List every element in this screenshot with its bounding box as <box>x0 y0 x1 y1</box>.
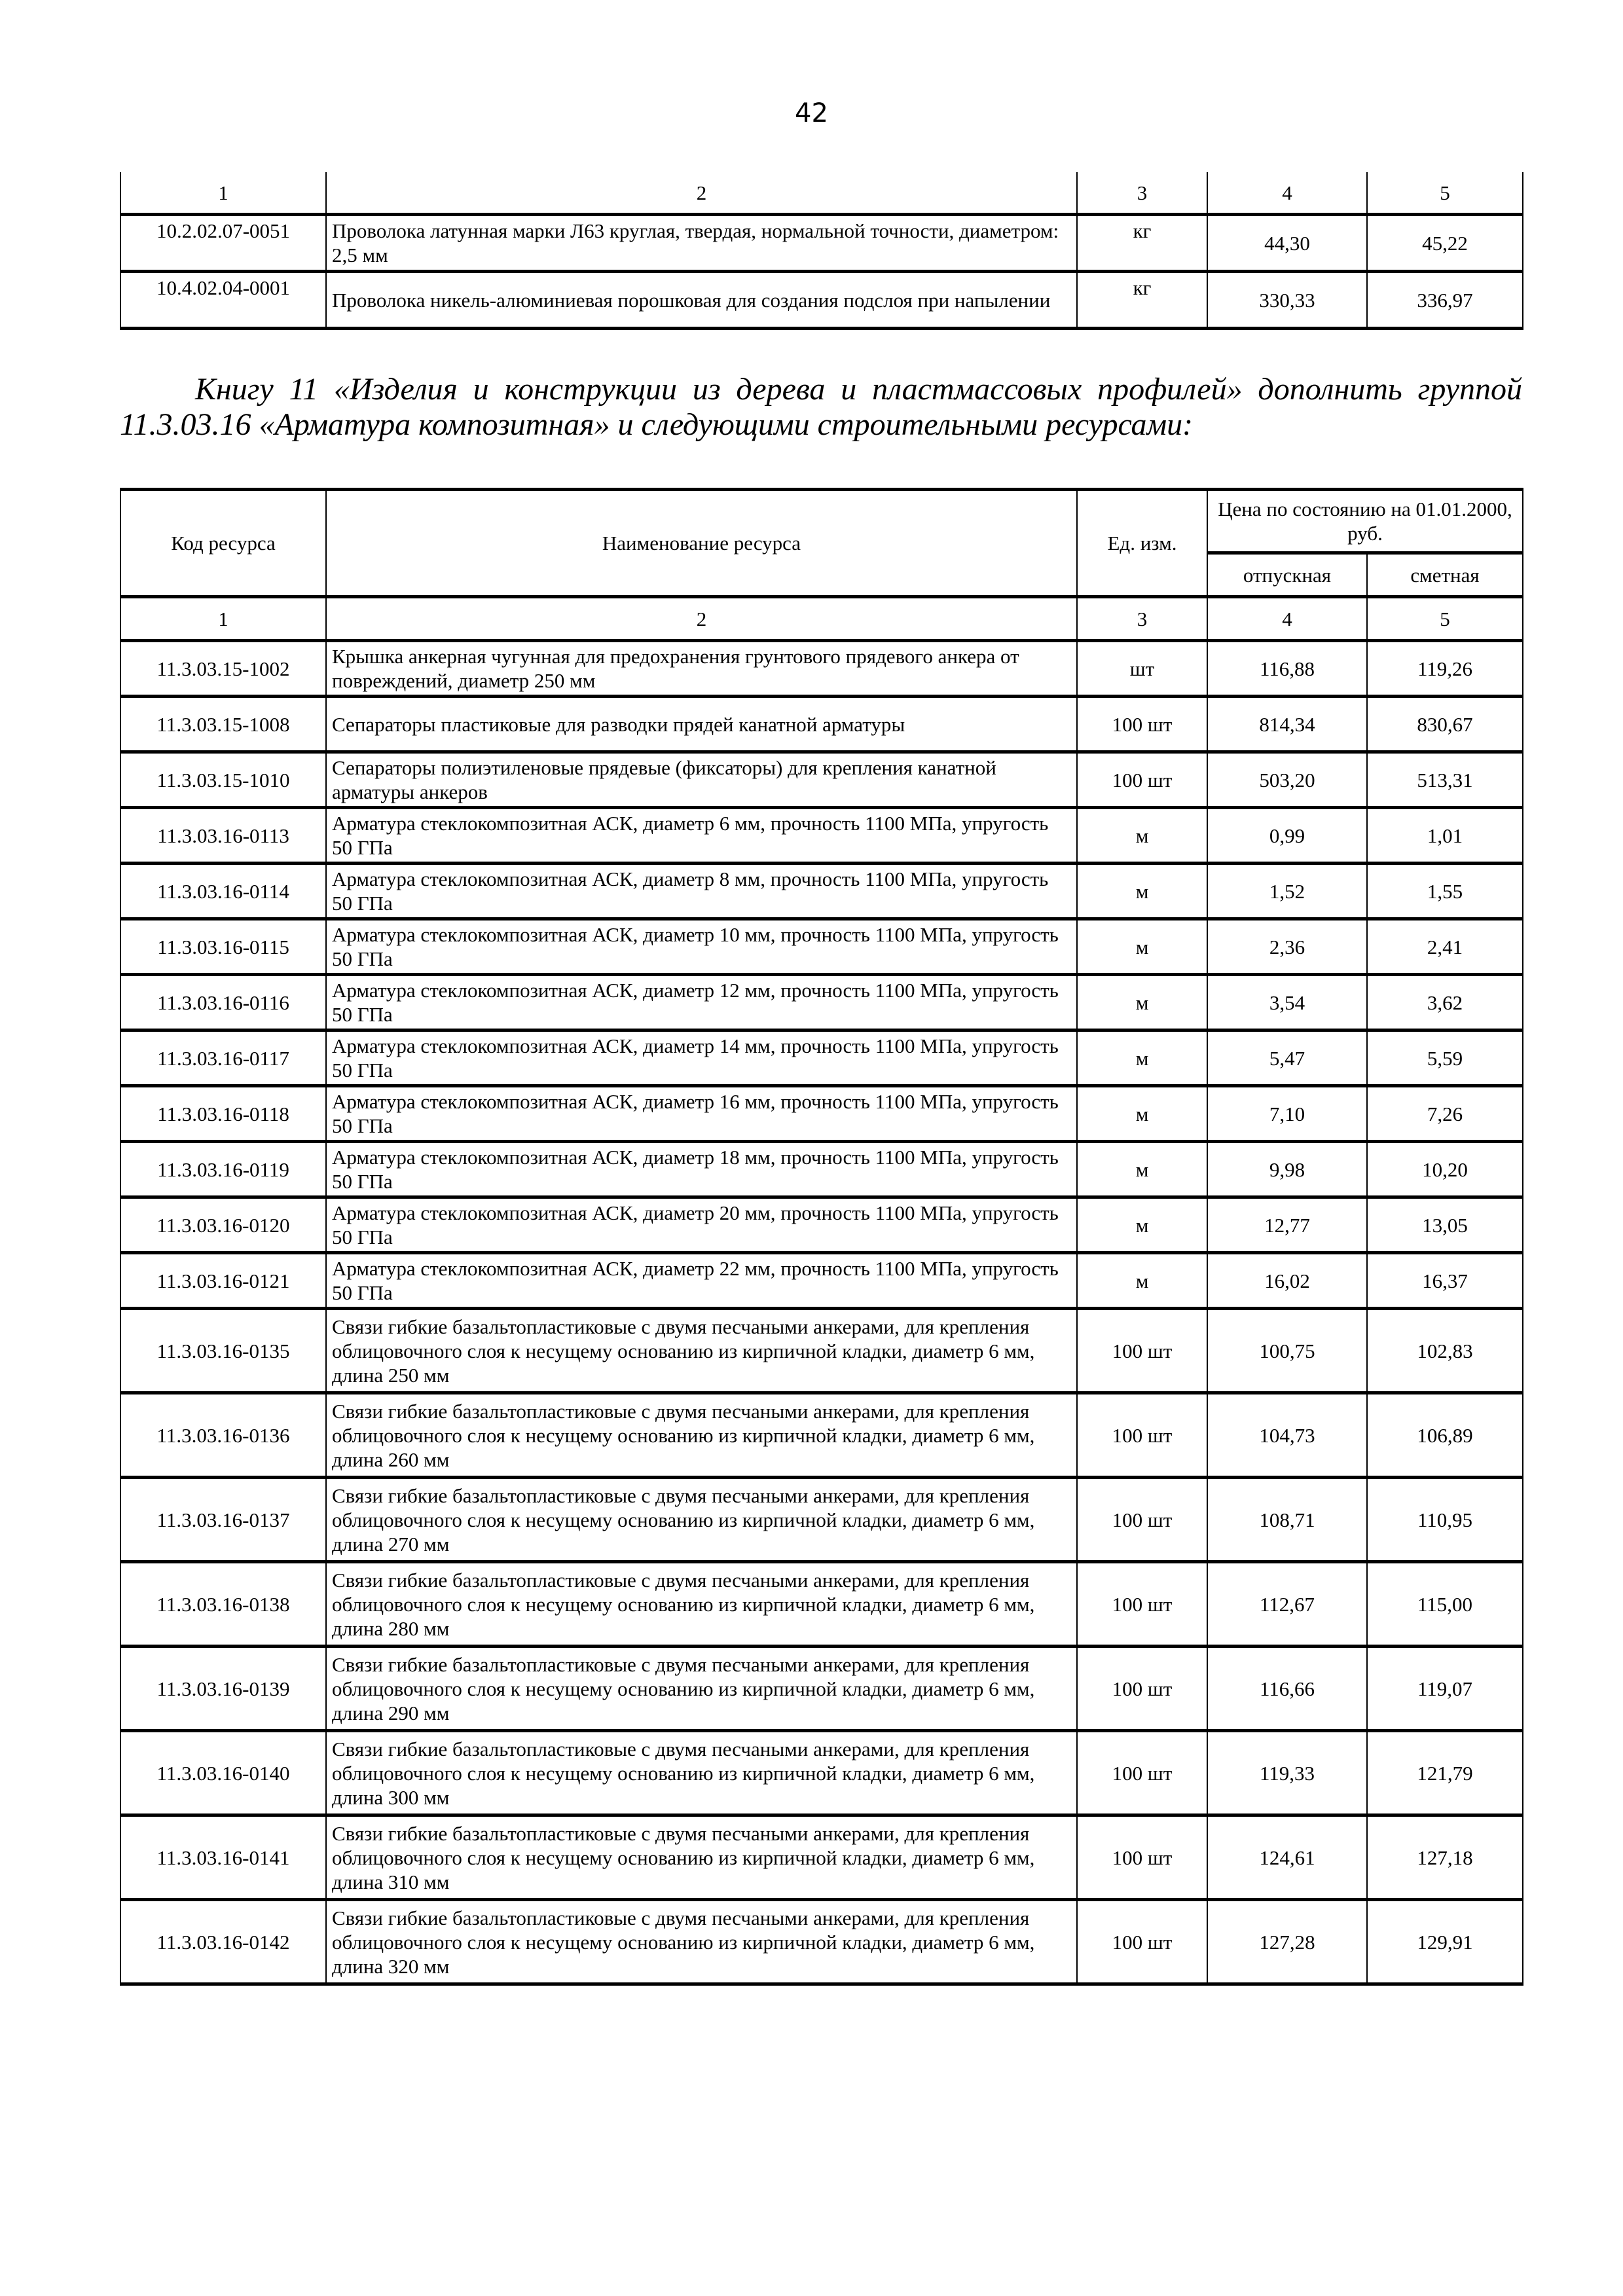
price-estimate: 119,26 <box>1367 641 1523 697</box>
resource-code: 11.3.03.16-0135 <box>120 1309 326 1393</box>
header-row <box>120 490 1523 553</box>
price-estimate: 45,22 <box>1367 215 1523 272</box>
resource-code: 11.3.03.15-1008 <box>120 697 326 752</box>
table-row <box>120 1197 1523 1253</box>
price-release: 0,99 <box>1207 808 1367 864</box>
price-release: 5,47 <box>1207 1030 1367 1086</box>
table-row <box>120 1086 1523 1142</box>
table-row <box>120 697 1523 752</box>
resource-code: 11.3.03.16-0141 <box>120 1815 326 1900</box>
price-estimate: 119,07 <box>1367 1647 1523 1731</box>
price-release: 112,67 <box>1207 1562 1367 1647</box>
price-estimate: 13,05 <box>1367 1197 1523 1253</box>
unit-of-measure: 100 шт <box>1077 1562 1207 1647</box>
column-number: 2 <box>326 597 1077 641</box>
unit-of-measure: 100 шт <box>1077 1309 1207 1393</box>
unit-of-measure: м <box>1077 1086 1207 1142</box>
resource-code: 11.3.03.16-0117 <box>120 1030 326 1086</box>
unit-of-measure: м <box>1077 808 1207 864</box>
price-estimate: 121,79 <box>1367 1731 1523 1815</box>
price-release: 330,33 <box>1207 272 1367 329</box>
price-release: 116,66 <box>1207 1647 1367 1731</box>
column-number: 2 <box>326 172 1077 215</box>
resource-name: Арматура стеклокомпозитная АСК, диаметр 10 мм, прочность 1100 МПа, упругость 50 ГПа <box>326 919 1077 975</box>
price-release: 1,52 <box>1207 864 1367 919</box>
price-estimate: 16,37 <box>1367 1253 1523 1309</box>
unit-of-measure: 100 шт <box>1077 1647 1207 1731</box>
resource-name: Арматура стеклокомпозитная АСК, диаметр 12 мм, прочность 1100 МПа, упругость 50 ГПа <box>326 975 1077 1030</box>
header-price-release: отпускная <box>1207 553 1367 597</box>
resource-name: Арматура стеклокомпозитная АСК, диаметр 20 мм, прочность 1100 МПа, упругость 50 ГПа <box>326 1197 1077 1253</box>
resource-name: Сепараторы пластиковые для разводки прядей канатной арматуры <box>326 697 1077 752</box>
table-row <box>120 641 1523 697</box>
table-row <box>120 1030 1523 1086</box>
price-release: 119,33 <box>1207 1731 1367 1815</box>
price-estimate: 336,97 <box>1367 272 1523 329</box>
unit-of-measure: 100 шт <box>1077 697 1207 752</box>
resource-code: 11.3.03.15-1002 <box>120 641 326 697</box>
price-estimate: 102,83 <box>1367 1309 1523 1393</box>
price-estimate: 513,31 <box>1367 752 1523 808</box>
price-release: 7,10 <box>1207 1086 1367 1142</box>
header-code: Код ресурса <box>120 490 326 597</box>
resource-code: 11.3.03.16-0140 <box>120 1731 326 1815</box>
table-row <box>120 1815 1523 1900</box>
price-release: 116,88 <box>1207 641 1367 697</box>
price-estimate: 129,91 <box>1367 1900 1523 1984</box>
table-row <box>120 752 1523 808</box>
table-row <box>120 1900 1523 1984</box>
resource-name: Проволока никель-алюминиевая порошковая для создания подслоя при напылении <box>326 272 1077 329</box>
price-estimate: 127,18 <box>1367 1815 1523 1900</box>
resource-code: 10.2.02.07-0051 <box>120 215 326 272</box>
unit-of-measure: шт <box>1077 641 1207 697</box>
header-unit: Ед. изм. <box>1077 490 1207 597</box>
price-release: 44,30 <box>1207 215 1367 272</box>
header-price-estimate: сметная <box>1367 553 1523 597</box>
unit-of-measure: м <box>1077 1030 1207 1086</box>
resource-name: Связи гибкие базальтопластиковые с двумя песчаными анкерами, для крепления облицовочного слоя к несущему основанию из кирпичной кладки, диаметр 6 мм, длина 260 мм <box>326 1393 1077 1478</box>
header-name: Наименование ресурса <box>326 490 1077 597</box>
column-number: 4 <box>1207 172 1367 215</box>
unit-of-measure: м <box>1077 1197 1207 1253</box>
price-release: 2,36 <box>1207 919 1367 975</box>
price-estimate: 1,01 <box>1367 808 1523 864</box>
unit-of-measure: кг <box>1077 215 1207 272</box>
table-row <box>120 1309 1523 1393</box>
resource-code: 11.3.03.16-0138 <box>120 1562 326 1647</box>
column-number: 5 <box>1367 172 1523 215</box>
price-estimate: 7,26 <box>1367 1086 1523 1142</box>
unit-of-measure: м <box>1077 975 1207 1030</box>
resource-name: Связи гибкие базальтопластиковые с двумя песчаными анкерами, для крепления облицовочного слоя к несущему основанию из кирпичной кладки, диаметр 6 мм, длина 290 мм <box>326 1647 1077 1731</box>
price-estimate: 110,95 <box>1367 1478 1523 1562</box>
price-release: 124,61 <box>1207 1815 1367 1900</box>
price-release: 108,71 <box>1207 1478 1367 1562</box>
table-row <box>120 864 1523 919</box>
resource-name: Связи гибкие базальтопластиковые с двумя песчаными анкерами, для крепления облицовочного слоя к несущему основанию из кирпичной кладки, диаметр 6 мм, длина 310 мм <box>326 1815 1077 1900</box>
table-row <box>120 1647 1523 1731</box>
header-price-group: Цена по состоянию на 01.01.2000, руб. <box>1207 490 1523 553</box>
resource-name: Арматура стеклокомпозитная АСК, диаметр 22 мм, прочность 1100 МПа, упругость 50 ГПа <box>326 1253 1077 1309</box>
table-row <box>120 1562 1523 1647</box>
resource-name: Связи гибкие базальтопластиковые с двумя песчаными анкерами, для крепления облицовочного слоя к несущему основанию из кирпичной кладки, диаметр 6 мм, длина 280 мм <box>326 1562 1077 1647</box>
table-row <box>120 919 1523 975</box>
resource-name: Связи гибкие базальтопластиковые с двумя песчаными анкерами, для крепления облицовочного слоя к несущему основанию из кирпичной кладки, диаметр 6 мм, длина 250 мм <box>326 1309 1077 1393</box>
price-release: 3,54 <box>1207 975 1367 1030</box>
resource-name: Арматура стеклокомпозитная АСК, диаметр 16 мм, прочность 1100 МПа, упругость 50 ГПа <box>326 1086 1077 1142</box>
table-row <box>120 808 1523 864</box>
resource-code: 11.3.03.16-0113 <box>120 808 326 864</box>
resource-code: 11.3.03.16-0139 <box>120 1647 326 1731</box>
column-number: 3 <box>1077 597 1207 641</box>
column-number: 3 <box>1077 172 1207 215</box>
resource-code: 11.3.03.16-0118 <box>120 1086 326 1142</box>
price-release: 503,20 <box>1207 752 1367 808</box>
table-row <box>120 1478 1523 1562</box>
unit-of-measure: кг <box>1077 272 1207 329</box>
unit-of-measure: 100 шт <box>1077 1815 1207 1900</box>
unit-of-measure: 100 шт <box>1077 1900 1207 1984</box>
table-row <box>120 1253 1523 1309</box>
resource-name: Крышка анкерная чугунная для предохранения грунтового прядевого анкера от повреждений, диаметр 250 мм <box>326 641 1077 697</box>
unit-of-measure: м <box>1077 864 1207 919</box>
resource-name: Связи гибкие базальтопластиковые с двумя песчаными анкерами, для крепления облицовочного слоя к несущему основанию из кирпичной кладки, диаметр 6 мм, длина 270 мм <box>326 1478 1077 1562</box>
resource-code: 11.3.03.16-0116 <box>120 975 326 1030</box>
price-estimate: 1,55 <box>1367 864 1523 919</box>
resource-code: 11.3.03.16-0121 <box>120 1253 326 1309</box>
unit-of-measure: м <box>1077 919 1207 975</box>
resource-name: Связи гибкие базальтопластиковые с двумя песчаными анкерами, для крепления облицовочного слоя к несущему основанию из кирпичной кладки, диаметр 6 мм, длина 320 мм <box>326 1900 1077 1984</box>
resource-name: Арматура стеклокомпозитная АСК, диаметр 6 мм, прочность 1100 МПа, упругость 50 ГПа <box>326 808 1077 864</box>
column-number-row <box>120 597 1523 641</box>
resource-code: 11.3.03.16-0142 <box>120 1900 326 1984</box>
price-estimate: 830,67 <box>1367 697 1523 752</box>
resource-code: 11.3.03.16-0136 <box>120 1393 326 1478</box>
column-number: 4 <box>1207 597 1367 641</box>
resource-name: Арматура стеклокомпозитная АСК, диаметр 14 мм, прочность 1100 МПа, упругость 50 ГПа <box>326 1030 1077 1086</box>
price-release: 16,02 <box>1207 1253 1367 1309</box>
resource-code: 11.3.03.16-0114 <box>120 864 326 919</box>
column-number: 5 <box>1367 597 1523 641</box>
price-estimate: 5,59 <box>1367 1030 1523 1086</box>
resource-code: 11.3.03.16-0119 <box>120 1142 326 1197</box>
table-row <box>120 1731 1523 1815</box>
intro-paragraph: Книгу 11 «Изделия и конструкции из дерева и пластмассовых профилей» дополнить группой 11.3.03.16 «Арматура композитная» и следующими строительными ресурсами: <box>120 372 1522 442</box>
resource-name: Арматура стеклокомпозитная АСК, диаметр 18 мм, прочность 1100 МПа, упругость 50 ГПа <box>326 1142 1077 1197</box>
price-release: 9,98 <box>1207 1142 1367 1197</box>
resource-name: Сепараторы полиэтиленовые прядевые (фиксаторы) для крепления канатной арматуры анкеров <box>326 752 1077 808</box>
unit-of-measure: 100 шт <box>1077 1731 1207 1815</box>
price-estimate: 106,89 <box>1367 1393 1523 1478</box>
resource-code: 11.3.03.15-1010 <box>120 752 326 808</box>
resource-code: 11.3.03.16-0137 <box>120 1478 326 1562</box>
unit-of-measure: 100 шт <box>1077 1393 1207 1478</box>
resource-name: Арматура стеклокомпозитная АСК, диаметр 8 мм, прочность 1100 МПа, упругость 50 ГПа <box>326 864 1077 919</box>
price-release: 814,34 <box>1207 697 1367 752</box>
table-row <box>120 215 1523 272</box>
table-row <box>120 272 1523 329</box>
price-release: 127,28 <box>1207 1900 1367 1984</box>
resource-code: 10.4.02.04-0001 <box>120 272 326 329</box>
price-estimate: 115,00 <box>1367 1562 1523 1647</box>
unit-of-measure: 100 шт <box>1077 1478 1207 1562</box>
page-number: 42 <box>795 98 828 128</box>
resource-code: 11.3.03.16-0120 <box>120 1197 326 1253</box>
price-release: 12,77 <box>1207 1197 1367 1253</box>
price-estimate: 3,62 <box>1367 975 1523 1030</box>
unit-of-measure: 100 шт <box>1077 752 1207 808</box>
price-release: 100,75 <box>1207 1309 1367 1393</box>
table-row <box>120 1393 1523 1478</box>
continuation-table <box>120 172 1523 330</box>
unit-of-measure: м <box>1077 1142 1207 1197</box>
price-release: 104,73 <box>1207 1393 1367 1478</box>
table-row <box>120 975 1523 1030</box>
column-number: 1 <box>120 597 326 641</box>
resource-name: Связи гибкие базальтопластиковые с двумя песчаными анкерами, для крепления облицовочного слоя к несущему основанию из кирпичной кладки, диаметр 6 мм, длина 300 мм <box>326 1731 1077 1815</box>
table-row <box>120 1142 1523 1197</box>
price-estimate: 2,41 <box>1367 919 1523 975</box>
resource-code: 11.3.03.16-0115 <box>120 919 326 975</box>
column-number: 1 <box>120 172 326 215</box>
column-number-row <box>120 172 1523 215</box>
resource-name: Проволока латунная марки Л63 круглая, твердая, нормальной точности, диаметром: 2,5 мм <box>326 215 1077 272</box>
price-estimate: 10,20 <box>1367 1142 1523 1197</box>
resources-table <box>120 488 1523 1986</box>
unit-of-measure: м <box>1077 1253 1207 1309</box>
